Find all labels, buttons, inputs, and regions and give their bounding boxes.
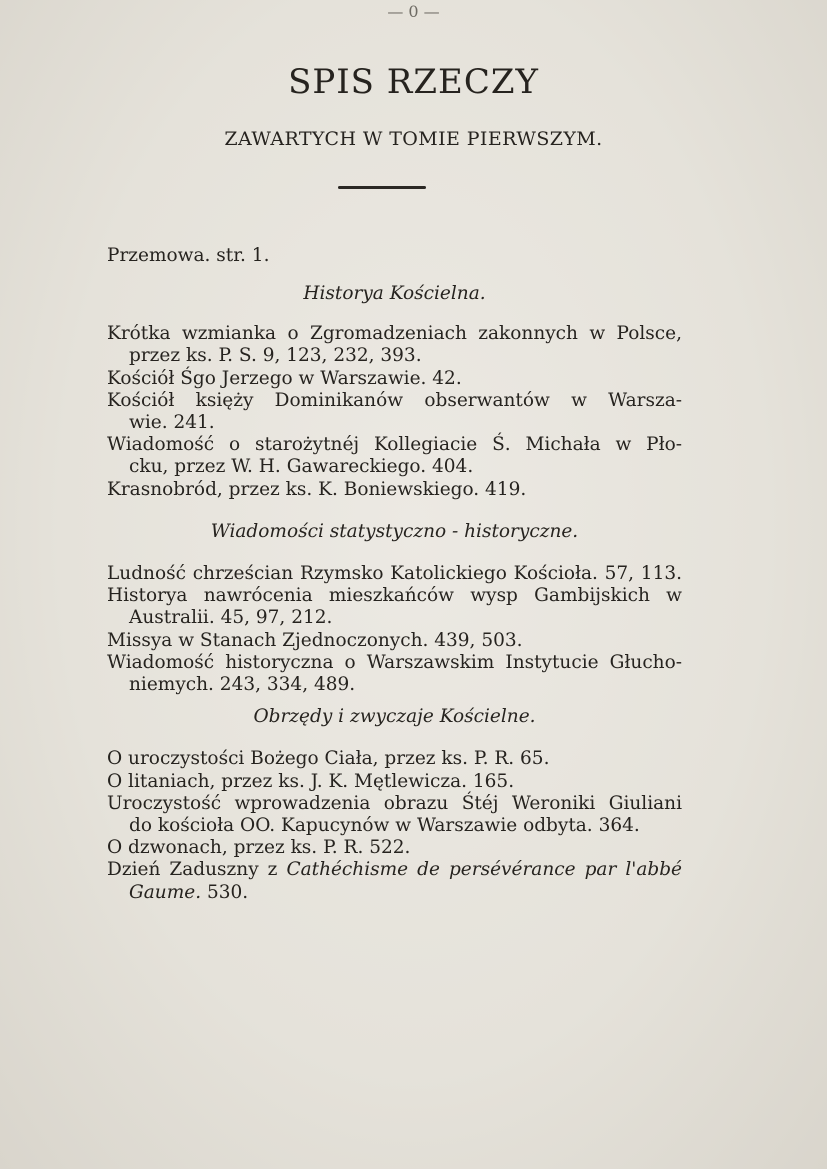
page-subtitle: ZAWARTYCH W TOMIE PIERWSZYM. xyxy=(224,128,603,150)
section-heading-rites: Obrzędy i zwyczaje Kościelne. xyxy=(253,706,536,728)
contents-list xyxy=(107,245,682,904)
intro-entry: Przemowa. str. 1. xyxy=(107,245,270,266)
list-item: Ludność chrześcian Rzymsko Katolickiego Kościoła. 57, 113. xyxy=(107,563,682,585)
list-item: Australii. 45, 97, 212. xyxy=(129,607,333,629)
list-item: Kościół księży Dominikanów obserwantów w Warsza- xyxy=(107,389,682,411)
page-title: SPIS RZECZY xyxy=(288,62,539,102)
list-item: O litaniach, przez ks. J. K. Mętlewicza. 165. xyxy=(107,770,515,792)
section-history xyxy=(107,323,682,501)
entry-page-number: 530. xyxy=(201,881,249,903)
list-item: Krasnobród, przez ks. K. Boniewskiego. 419. xyxy=(107,478,527,500)
list-item: Uroczystość wprowadzenia obrazu Śtéj Weroniki Giuliani xyxy=(107,792,682,814)
list-item: cku, przez W. H. Gawareckiego. 404. xyxy=(129,456,474,478)
section-heading-statistics: Wiadomości statystyczno - historyczne. xyxy=(210,520,579,542)
entry-italic-author: Gaume. xyxy=(129,881,202,903)
list-item: Wiadomość historyczna o Warszawskim Instytucie Głucho- xyxy=(107,651,682,673)
list-item: niemych. 243, 334, 489. xyxy=(129,674,356,696)
section-rites xyxy=(107,748,682,903)
list-item xyxy=(107,859,682,881)
list-item: O uroczystości Bożego Ciała, przez ks. P. R. 65. xyxy=(107,748,550,770)
list-item: do kościoła OO. Kapucynów w Warszawie odbyta. 364. xyxy=(129,815,640,837)
list-item: Missya w Stanach Zjednoczonych. 439, 503. xyxy=(107,629,523,651)
section-statistics xyxy=(107,563,682,696)
list-item: przez ks. P. S. 9, 123, 232, 393. xyxy=(129,345,422,367)
list-item: Historya nawrócenia mieszkańców wysp Gambijskich w xyxy=(107,585,682,607)
title-rule xyxy=(338,186,426,189)
list-item: Wiadomość o starożytnéj Kollegiacie Ś. Michała w Pło- xyxy=(107,434,682,456)
page-folio: — 0 — xyxy=(387,2,440,21)
section-heading-history: Historya Kościelna. xyxy=(303,283,486,304)
list-item: Kościół Śgo Jerzego w Warszawie. 42. xyxy=(107,367,462,389)
entry-italic-title: Cathéchisme de persévérance par l'abbé xyxy=(286,859,682,881)
list-item: O dzwonach, przez ks. P. R. 522. xyxy=(107,837,411,859)
entry-prefix: Dzień Zaduszny z xyxy=(107,859,287,881)
list-item xyxy=(107,882,682,904)
list-item: wie. 241. xyxy=(129,412,215,434)
list-item: Krótka wzmianka o Zgromadzeniach zakonnych w Polsce, xyxy=(107,323,682,345)
